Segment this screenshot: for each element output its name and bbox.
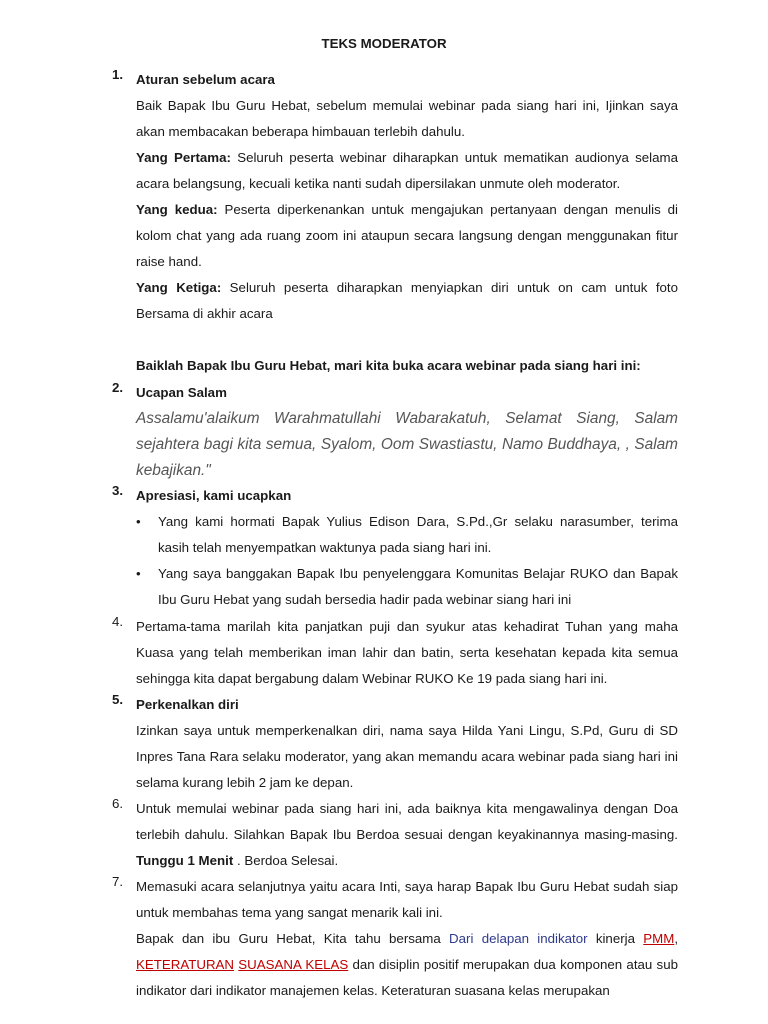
underlined-term: SUASANA KELAS: [238, 957, 349, 972]
paragraph-text: Untuk memulai webinar pada siang hari ini, ada baiknya kita mengawalinya dengan Doa terlebih dahulu. Silahkan Bapak Ibu Berdoa sesuai dengan keyakinannya masing-masing.: [136, 801, 678, 842]
section-4: [112, 614, 678, 692]
paragraph: [136, 197, 678, 275]
section-number: 5.: [112, 692, 124, 707]
page-title: TEKS MODERATOR: [321, 36, 447, 51]
section-1: [112, 67, 678, 379]
section-5-body: [136, 692, 678, 796]
section-heading: Perkenalkan diri: [136, 697, 239, 712]
bullet-icon: •: [136, 566, 141, 581]
section-number: 4.: [112, 614, 124, 629]
paragraph: Memasuki acara selanjutnya yaitu acara Inti, saya harap Bapak Ibu Guru Hebat sudah siap untuk membahas tema yang sangat menarik kali ini.: [136, 879, 678, 920]
section-number: 1.: [112, 67, 124, 82]
section-2: [112, 380, 678, 484]
paragraph-text: . Berdoa Selesai.: [233, 853, 339, 868]
paragraph: [136, 796, 678, 874]
section-3: [112, 483, 678, 613]
paragraph: [136, 145, 678, 197]
section-heading: Aturan sebelum acara: [136, 72, 275, 87]
section-5: [112, 692, 678, 796]
underlined-term: PMM: [643, 931, 675, 946]
paragraph: [136, 926, 678, 1004]
paragraph-text: Seluruh peserta diharapkan menyiapkan diri untuk on cam untuk foto Bersama di akhir acara: [136, 280, 678, 321]
lead-label: Yang Ketiga:: [136, 280, 222, 295]
section-2-body: [136, 380, 678, 406]
paragraph: [136, 275, 678, 327]
lead-label: Yang Pertama:: [136, 150, 231, 165]
underlined-term: KETERATURAN: [136, 957, 235, 972]
bullet-icon: •: [136, 514, 141, 529]
section-3-body: [136, 483, 678, 613]
highlight-text: Dari delapan indikator: [449, 931, 588, 946]
lead-label: Yang kedua:: [136, 202, 218, 217]
section-heading: Apresiasi, kami ucapkan: [136, 488, 292, 503]
section-7: [112, 874, 678, 1004]
salam-text: Assalamu'alaikum Warahmatullahi Wabarakatuh, Selamat Siang, Salam sejahtera bagi kita semua, Syalom, Oom Swastiastu, Namo Buddhaya, , Salam kebajikan.": [136, 410, 678, 479]
paragraph: Baik Bapak Ibu Guru Hebat, sebelum memulai webinar pada siang hari ini, Ijinkan saya akan membacakan beberapa himbauan terlebih dahulu.: [136, 98, 678, 139]
closing-statement: Baiklah Bapak Ibu Guru Hebat, mari kita buka acara webinar pada siang hari ini:: [136, 358, 641, 373]
paragraph-text: kinerja: [587, 931, 644, 946]
list-item-text: Yang saya banggakan Bapak Ibu penyelenggara Komunitas Belajar RUKO dan Bapak Ibu Guru Hebat yang sudah bersedia hadir pada webinar siang hari ini: [158, 566, 678, 607]
section-7-body: [136, 874, 678, 1004]
paragraph-text: Peserta diperkenankan untuk mengajukan pertanyaan dengan menulis di kolom chat yang ada ruang zoom ini ataupun secara langsung dengan menggunakan fitur raise hand.: [136, 202, 679, 269]
bold-instruction: Tunggu 1 Menit: [136, 853, 234, 868]
section-number: 2.: [112, 380, 124, 395]
section-number: 6.: [112, 796, 124, 811]
paragraph-text: Seluruh peserta webinar diharapkan untuk mematikan audionya selama acara belangsung, kecuali ketika nanti sudah dipersilakan unmute oleh moderator.: [136, 150, 678, 191]
paragraph: Pertama-tama marilah kita panjatkan puji dan syukur atas kehadirat Tuhan yang maha Kuasa yang telah memberikan iman lahir dan batin, serta kesehatan kepada kita semua sehingga kita dapat bergabung dalam Webinar RUKO Ke 19 pada siang hari ini.: [136, 619, 678, 686]
paragraph-text: Bapak dan ibu Guru Hebat, Kita tahu bersama: [136, 931, 450, 946]
section-number: 3.: [112, 483, 124, 498]
list-item: [136, 509, 678, 561]
list-item: [136, 561, 678, 613]
list-item-text: Yang kami hormati Bapak Yulius Edison Dara, S.Pd.,Gr selaku narasumber, terima kasih telah menyempatkan waktunya pada siang hari ini.: [158, 514, 678, 555]
paragraph-text: ,: [674, 931, 679, 946]
section-number: 7.: [112, 874, 124, 889]
section-heading: Ucapan Salam: [136, 385, 227, 400]
paragraph-text: dan disiplin positif merupakan dua komponen atau sub indikator dari indikator manajemen kelas. Keteraturan suasana kelas merupakan: [136, 957, 678, 998]
section-1-body: [136, 67, 678, 379]
paragraph: Izinkan saya untuk memperkenalkan diri, nama saya Hilda Yani Lingu, S.Pd, Guru di SD Inpres Tana Rara selaku moderator, yang akan memandu acara webinar pada siang hari ini selama kurang lebih 2 jam ke depan.: [136, 723, 678, 790]
section-6: [112, 796, 678, 874]
